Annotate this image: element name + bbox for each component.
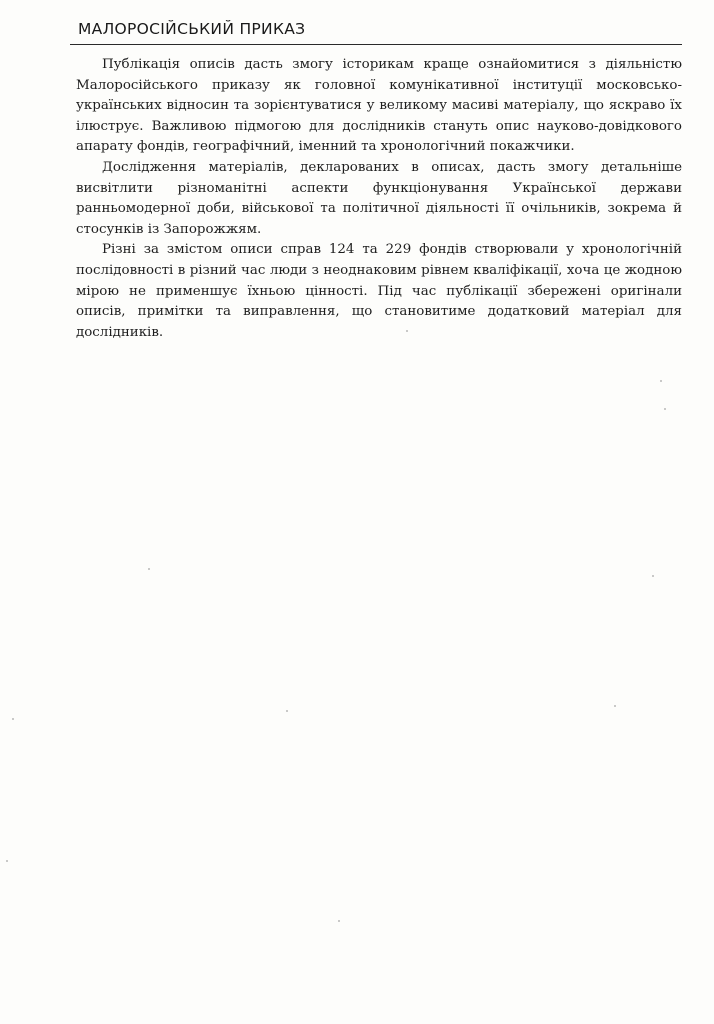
running-head <box>70 18 682 45</box>
scan-speck <box>652 575 654 577</box>
paragraph: Публікація описів дасть змогу історикам краще ознайомитися з діяльністю Малоросійського приказу як головної комунікативної інституції московсько-українських відносин та зорієнтуватися у великому масиві матеріалу, що яскраво їх ілюструє. Важливою підмогою для дослідників стануть опис науково-довідкового апарату фондів, географічний, іменний та хронологічний покажчики. <box>76 57 682 155</box>
scan-speck <box>6 860 8 862</box>
scan-speck <box>338 920 340 922</box>
scan-speck <box>406 330 408 332</box>
paragraph: Дослідження матеріалів, декларованих в описах, дасть змогу детальніше висвітлити різноманітні аспекти функціонування Української держави ранньомодерної доби, військової та політичної діяльності її очільників, зокрема й стосунків із Запорожжям. <box>76 159 682 237</box>
paragraph: Різні за змістом описи справ 124 та 229 фондів створювали у хронологічній послідовності в різний час люди з неоднаковим рівнем кваліфікації, хоча це жодною мірою не применшує їхньою цінності. Під час публікації збережені оригінали описів, примітки та виправлення, що становитиме додатковий матеріал для дослідників. <box>76 242 682 340</box>
scan-speck <box>148 568 150 570</box>
scan-speck <box>12 718 14 720</box>
scan-speck <box>614 705 616 707</box>
scan-speck <box>286 710 288 712</box>
running-head-title: МАЛОРОСІЙСЬКИЙ ПРИКАЗ <box>78 20 306 38</box>
body-text <box>76 55 682 343</box>
scan-speck <box>664 408 666 410</box>
scan-speck <box>660 380 662 382</box>
